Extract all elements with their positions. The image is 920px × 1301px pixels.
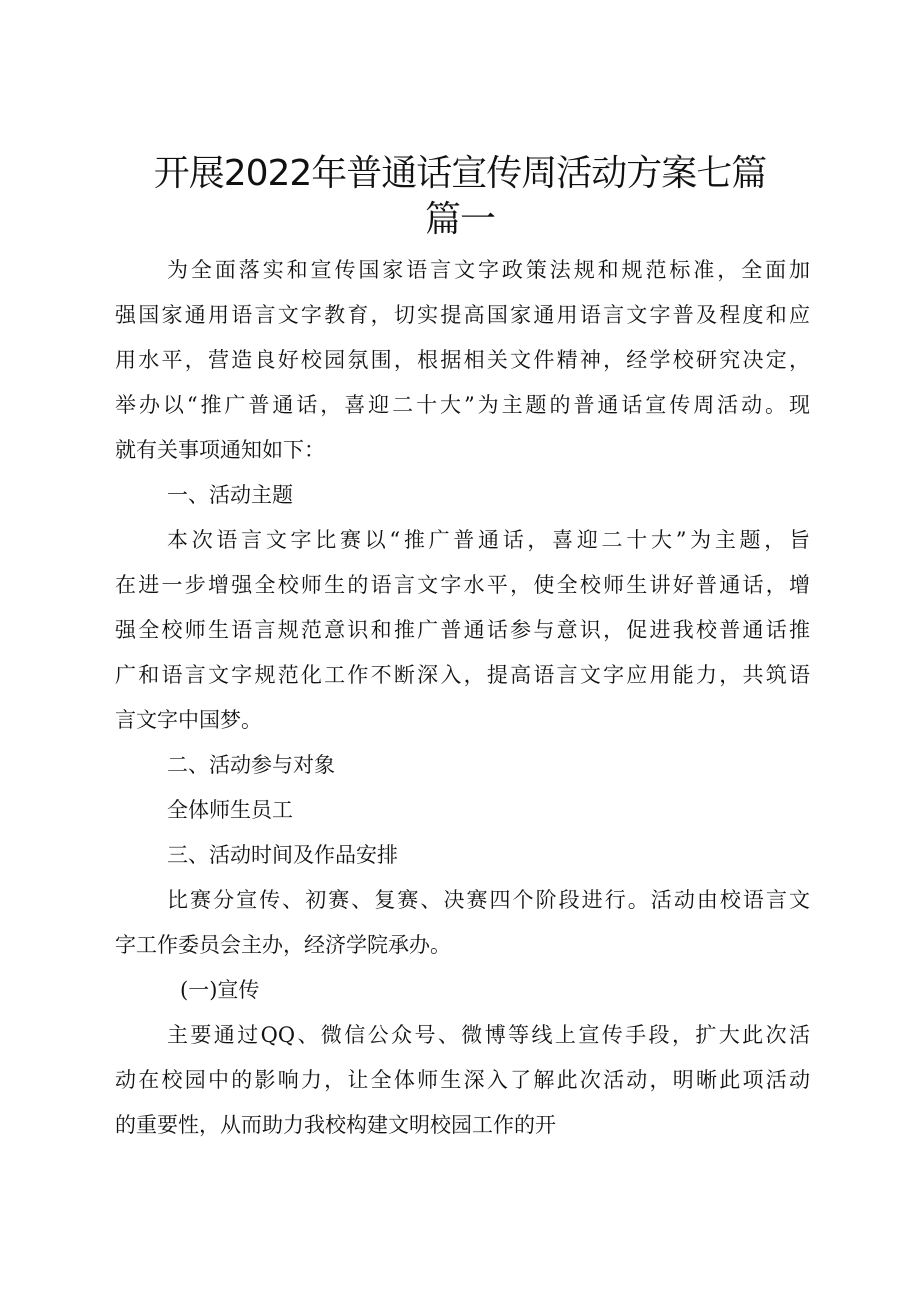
- paragraph-line: 字工作委员会主办，经济学院承办。: [115, 933, 451, 957]
- paragraph-line: 广和语言文字规范化工作不断深入，提高语言文字应用能力，共筑语: [115, 663, 810, 687]
- paragraph-line: 为全面落实和宣传国家语言文字政策法规和规范标准，全面加: [167, 258, 810, 282]
- subsection-heading: (一)宣传: [180, 978, 260, 1002]
- section-heading: 二、活动参与对象: [167, 753, 335, 777]
- paragraph-line: 全体师生员工: [167, 798, 293, 822]
- document-subtitle: 篇一: [424, 199, 495, 240]
- paragraph-line: 主要通过QQ、微信公众号、微博等线上宣传手段，扩大此次活: [167, 1023, 810, 1047]
- paragraph-line: 言文字中国梦。: [115, 708, 262, 732]
- paragraph-line: 强全校师生语言规范意识和推广普通话参与意识，促进我校普通话推: [115, 618, 810, 642]
- section-heading: 三、活动时间及作品安排: [167, 843, 398, 867]
- paragraph-line: 强国家通用语言文字教育，切实提高国家通用语言文字普及程度和应: [115, 303, 810, 327]
- paragraph-line: 动在校园中的影响力，让全体师生深入了解此次活动，明晰此项活动: [115, 1068, 810, 1092]
- paragraph-line: 就有关事项通知如下：: [115, 438, 325, 462]
- paragraph-line: 本次语言文字比赛以“推广普通话，喜迎二十大”为主题，旨: [167, 528, 810, 552]
- paragraph-line: 比赛分宣传、初赛、复赛、决赛四个阶段进行。活动由校语言文: [167, 888, 810, 912]
- paragraph-line: 用水平，营造良好校园氛围，根据相关文件精神，经学校研究决定，: [115, 348, 810, 372]
- paragraph-line: 举办以“推广普通话，喜迎二十大”为主题的普通话宣传周活动。现: [115, 393, 810, 417]
- section-heading: 一、活动主题: [167, 483, 293, 507]
- paragraph-line: 的重要性，从而助力我校构建文明校园工作的开: [115, 1113, 556, 1137]
- document-body: [115, 248, 810, 1148]
- document-title: 开展2022年普通话宣传周活动方案七篇: [153, 153, 767, 194]
- paragraph-line: 在进一步增强全校师生的语言文字水平，使全校师生讲好普通话，增: [115, 573, 810, 597]
